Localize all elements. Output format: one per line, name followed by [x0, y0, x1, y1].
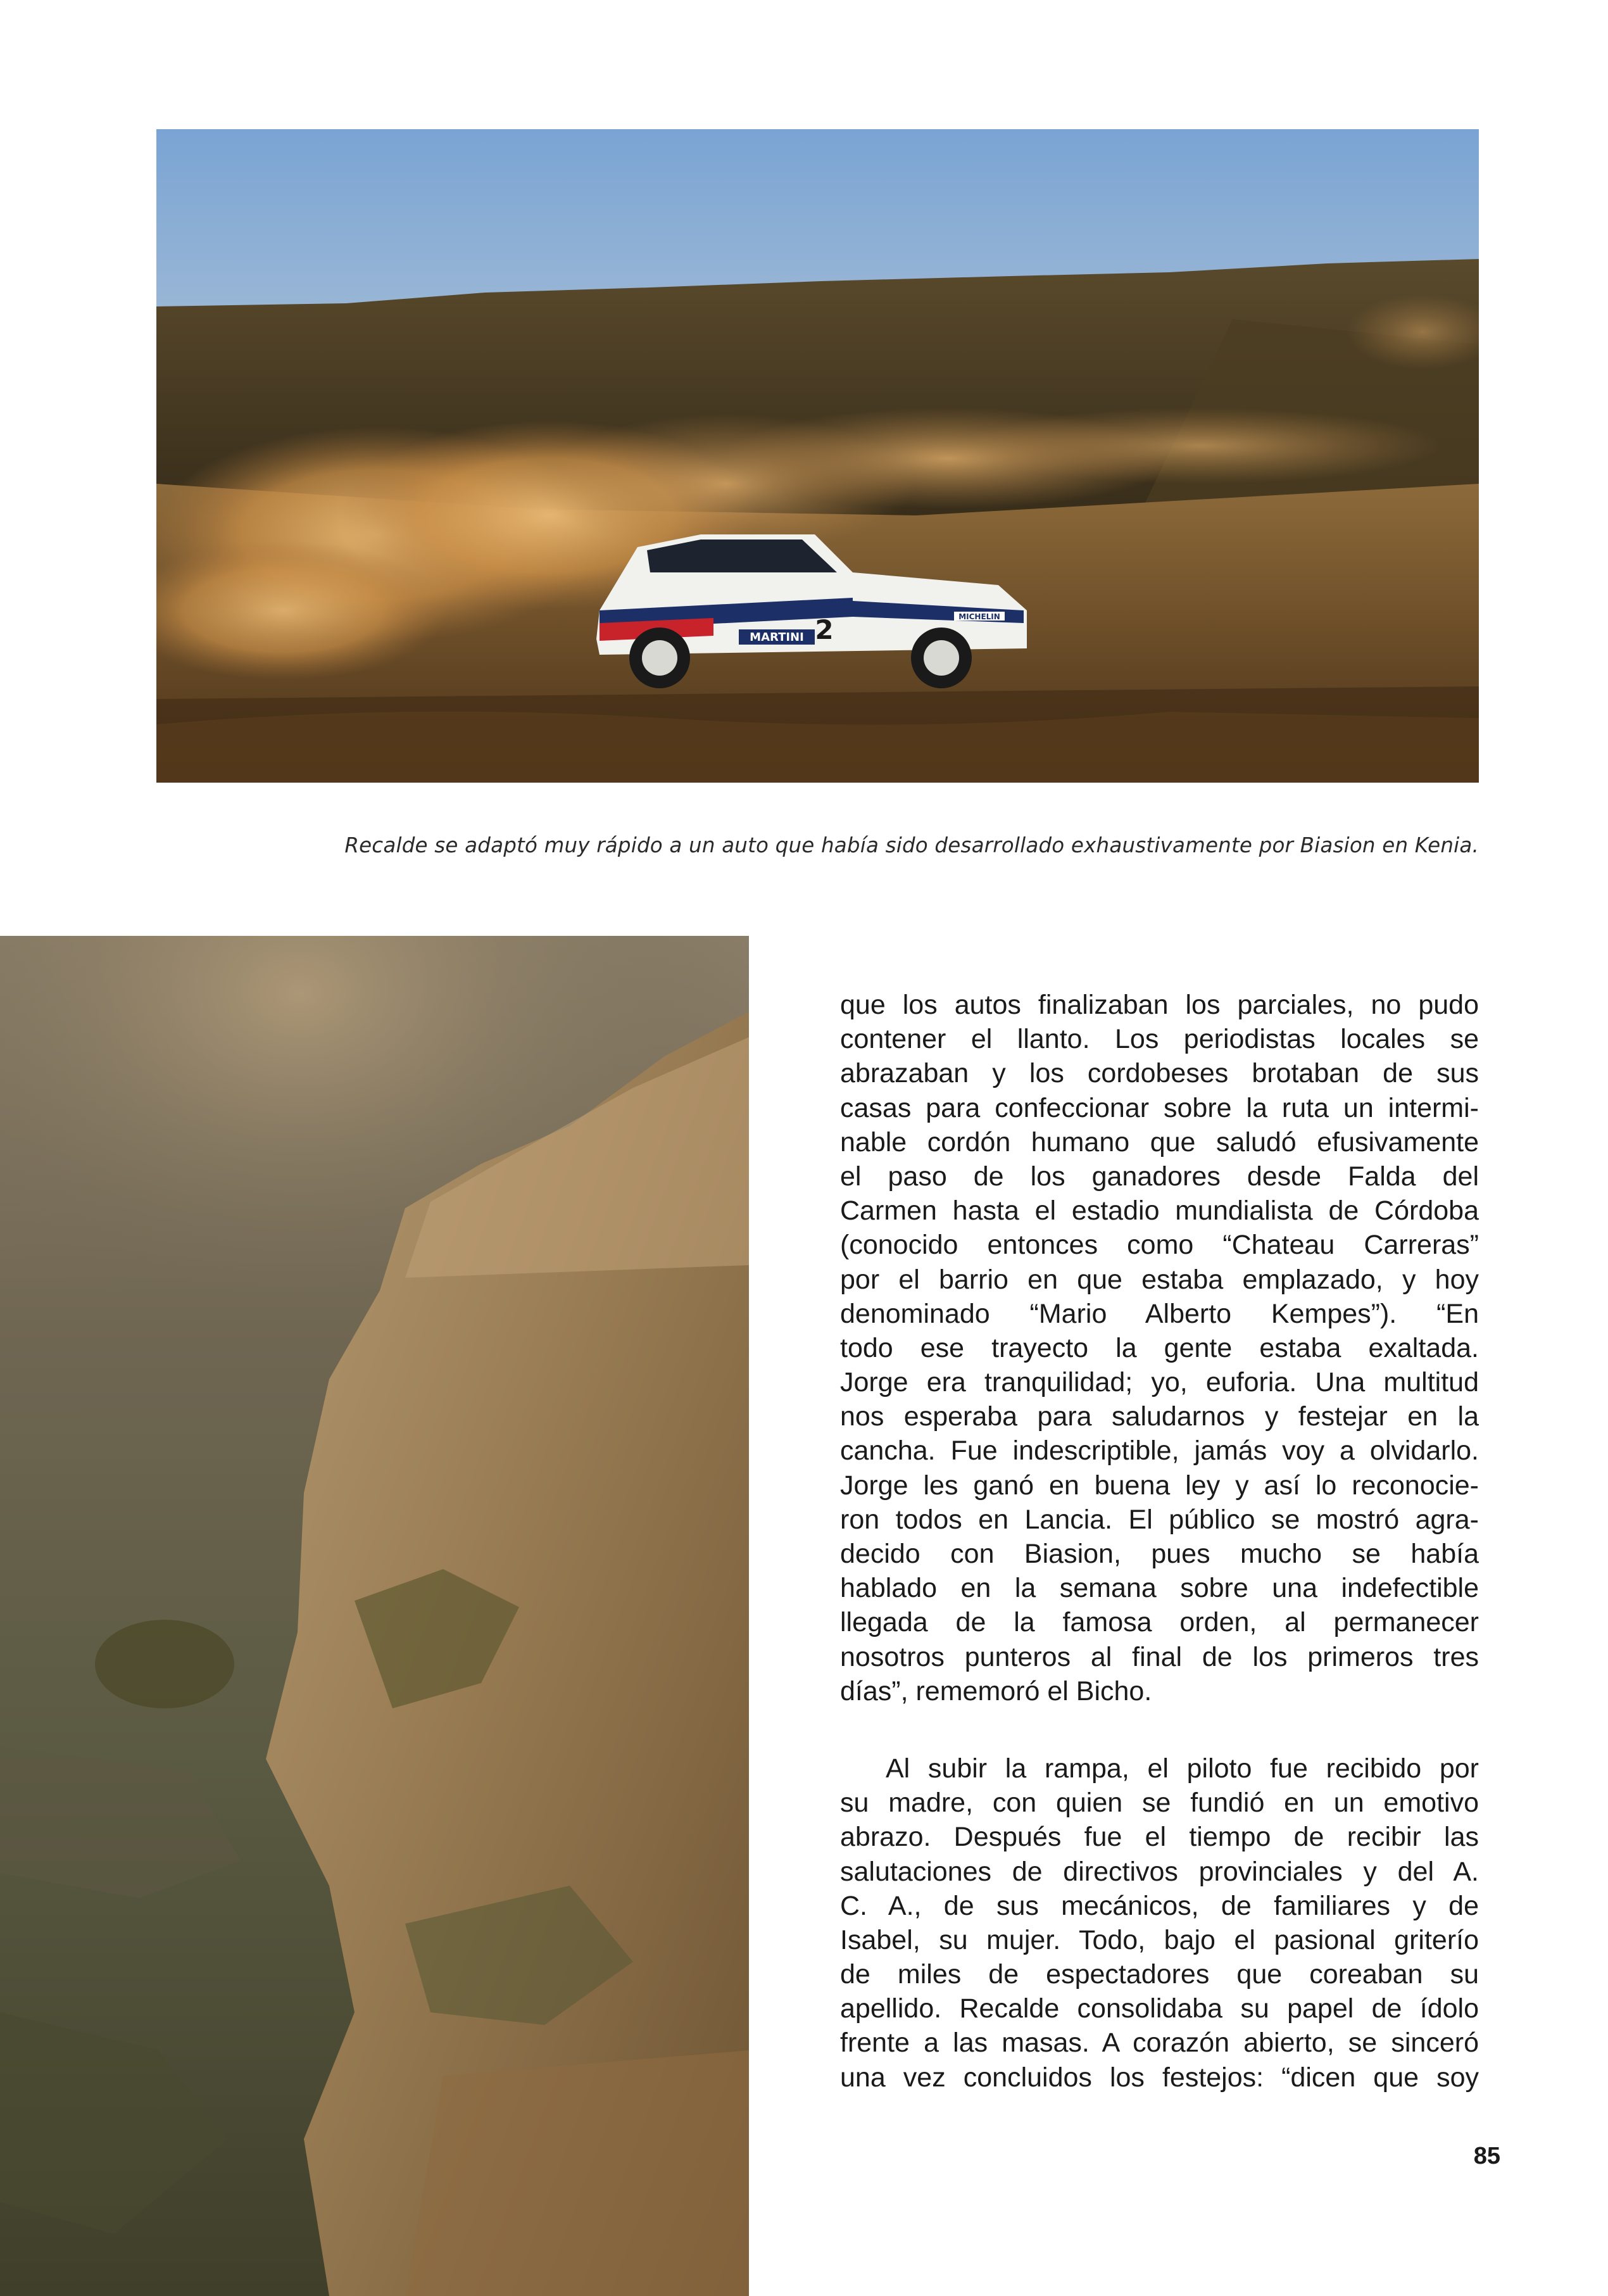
text-line: salutaciones de directivos provinciales y del A. [840, 1856, 1479, 1887]
rally-car-illustration [156, 129, 1479, 783]
text-line: frente a las masas. A corazón abierto, se sinceró [840, 2028, 1479, 2059]
text-line: cancha. Fue indescriptible, jamás voy a olvidarlo. [840, 1435, 1479, 1467]
text-line: nosotros punteros al final de los primeros tres [840, 1641, 1479, 1672]
text-line: abrazaban y los cordobeses brotaban de sus [840, 1058, 1479, 1089]
text-line: Jorge era tranquilidad; yo, euforia. Una multitud [840, 1367, 1479, 1398]
text-line: todo ese trayecto la gente estaba exaltada. [840, 1332, 1479, 1363]
text-line: hablado en la semana sobre una indefectible [840, 1573, 1479, 1604]
car-number: 2 [815, 614, 834, 645]
text-line: de miles de espectadores que coreaban su [840, 1959, 1479, 1990]
paragraph-2 [840, 1751, 1479, 2095]
text-line: (conocido entonces como “Chateau Carreras” [840, 1230, 1479, 1261]
text-line: Al subir la rampa, el piloto fue recibido por [886, 1753, 1479, 1784]
page-number: 85 [1473, 2143, 1500, 2169]
text-line: Carmen hasta el estadio mundialista de Córdoba [840, 1195, 1479, 1227]
cliff-photo [0, 936, 749, 2296]
cliff-illustration [0, 936, 749, 2296]
text-line: llegada de la famosa orden, al permanecer [840, 1607, 1479, 1638]
photo-caption: Recalde se adaptó muy rápido a un auto que había sido desarrollado exhaustivamente por Biasion en Kenia. [344, 833, 1479, 857]
paragraph-spacer [840, 1708, 1479, 1751]
text-line: casas para confeccionar sobre la ruta un intermi- [840, 1092, 1479, 1123]
text-line: por el barrio en que estaba emplazado, y hoy [840, 1264, 1479, 1295]
paragraph-1 [840, 988, 1479, 1708]
text-line: decido con Biasion, pues mucho se había [840, 1539, 1479, 1569]
text-line: ron todos en Lancia. El público se mostró agra- [840, 1504, 1479, 1535]
car-tyre-label: MICHELIN [958, 612, 1000, 621]
text-line: el paso de los ganadores desde Falda del [840, 1161, 1479, 1192]
text-line: abrazo. Después fue el tiempo de recibir las [840, 1822, 1479, 1853]
car-sponsor-label: MARTINI [750, 631, 804, 644]
text-line: contener el llanto. Los periodistas locales se [840, 1024, 1479, 1055]
article-body [840, 988, 1479, 2095]
text-line: nos esperaba para saludarnos y festejar en la [840, 1401, 1479, 1432]
text-line: nable cordón humano que saludó efusivamente [840, 1126, 1479, 1157]
text-line: denominado “Mario Alberto Kempes”). “En [840, 1298, 1479, 1329]
text-line: que los autos finalizaban los parciales, no pudo [840, 990, 1479, 1020]
text-line: su madre, con quien se fundió en un emotivo [840, 1788, 1479, 1819]
text-line: C. A., de sus mecánicos, de familiares y de [840, 1890, 1479, 1921]
text-line: Jorge les ganó en buena ley y así lo reconocie- [840, 1470, 1479, 1501]
text-line: apellido. Recalde consolidaba su papel de ídolo [840, 1993, 1479, 2024]
text-line: días”, rememoró el Bicho. [840, 1675, 1152, 1706]
text-line: una vez concluidos los festejos: “dicen que soy [840, 2062, 1479, 2093]
rally-car-photo [156, 129, 1479, 783]
text-line: Isabel, su mujer. Todo, bajo el pasional griterío [840, 1924, 1479, 1955]
